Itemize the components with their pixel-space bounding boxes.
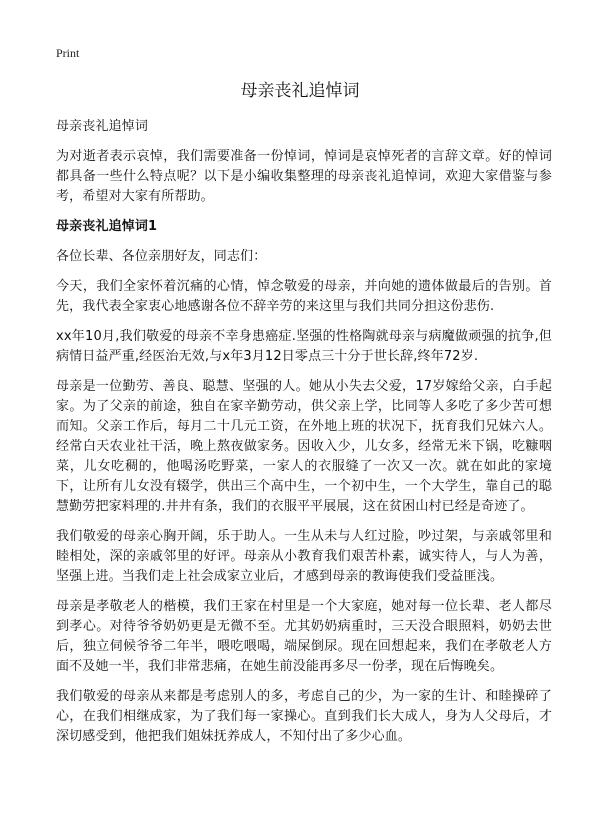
paragraph-2: xx年10月,我们敬爱的母亲不幸身患癌症.坚强的性格陶就母亲与病魔做顽强的抗争,但病情日益严重,经医治无效,与x年3月12日零点三十分于世长辞,终年72岁. <box>56 329 552 364</box>
paragraph-5: 母亲是孝敬老人的楷模，我们王家在村里是一个大家庭，她对每一位长辈、老人都尽到孝心。对待爷爷奶奶更是无微不至。尤其奶奶病重时，三天没合眼照料，奶奶去世后，独立伺候爷爷二年半，喂吃喂喝，端屎倒尿。现在回想起来，我们在孝敬老人方面不及她一半，我们非常悲痛，在她生前没能再多尽一份孝，现在后悔晚矣。 <box>56 599 552 674</box>
paragraph-4: 我们敬爱的母亲心胸开阔，乐于助人。一生从未与人红过脸，吵过架，与亲戚邻里和睦相处，深的亲戚邻里的好评。母亲从小教育我们艰苦朴素，诚实待人，与人为善，坚强上进。当我们走上社会成家立业后，才感到母亲的教诲使我们受益匪浅。 <box>56 529 552 584</box>
article-body <box>56 117 552 757</box>
print-link[interactable]: Print <box>56 46 80 60</box>
intro-paragraph: 为对逝者表示哀悼，我们需要准备一份悼词，悼词是哀悼死者的言辞文章。好的悼词都具备一些什么特点呢？以下是小编收集整理的母亲丧礼追悼词，欢迎大家借鉴与参考，希望对大家有所帮助。 <box>56 149 552 204</box>
paragraph-6: 我们敬爱的母亲从来都是考虑别人的多，考虑自己的少，为一家的生计、和睦操碎了心，在我们相继成家，为了我们每一家操心。直到我们长大成人，身为人父母后，才深切感受到，他把我们姐妹抚养成人，不知付出了多少心血。 <box>56 689 552 744</box>
article-subtitle: 母亲丧礼追悼词 <box>56 119 149 134</box>
page-title: 母亲丧礼追悼词 <box>240 81 360 101</box>
paragraph-3: 母亲是一位勤劳、善良、聪慧、坚强的人。她从小失去父爱，17岁嫁给父亲，白手起家。为了父亲的前途，独自在家辛勤劳动，供父亲上学，比同等人多吃了多少苦可想而知。父亲工作后，每月二十几元工资，在外地上班的状况下，抚育我们兄妹六人。经常白天农业社干活，晚上熬夜做家务。因收入少，儿女多，经常无米下锅，吃糠咽菜，儿女吃稠的，他喝汤吃野菜，一家人的衣服缝了一次又一次。就在如此的家境下，让所有儿女没有辍学，供出三个高中生，一个初中生，一个大学生，靠自己的聪慧勤劳把家料理的.井井有条，我们的衣服平平展展，这在贫困山村已经是奇迹了。 <box>56 379 552 514</box>
section-heading: 母亲丧礼追悼词1 <box>56 219 158 234</box>
paragraph-greeting: 各位长辈、各位亲朋好友，同志们： <box>56 249 267 264</box>
paragraph-1: 今天，我们全家怀着沉痛的心情，悼念敬爱的母亲，并向她的遗体做最后的告别。首先，我代表全家衷心地感谢各位不辞辛劳的来这里与我们共同分担这份悲伤. <box>56 279 552 314</box>
